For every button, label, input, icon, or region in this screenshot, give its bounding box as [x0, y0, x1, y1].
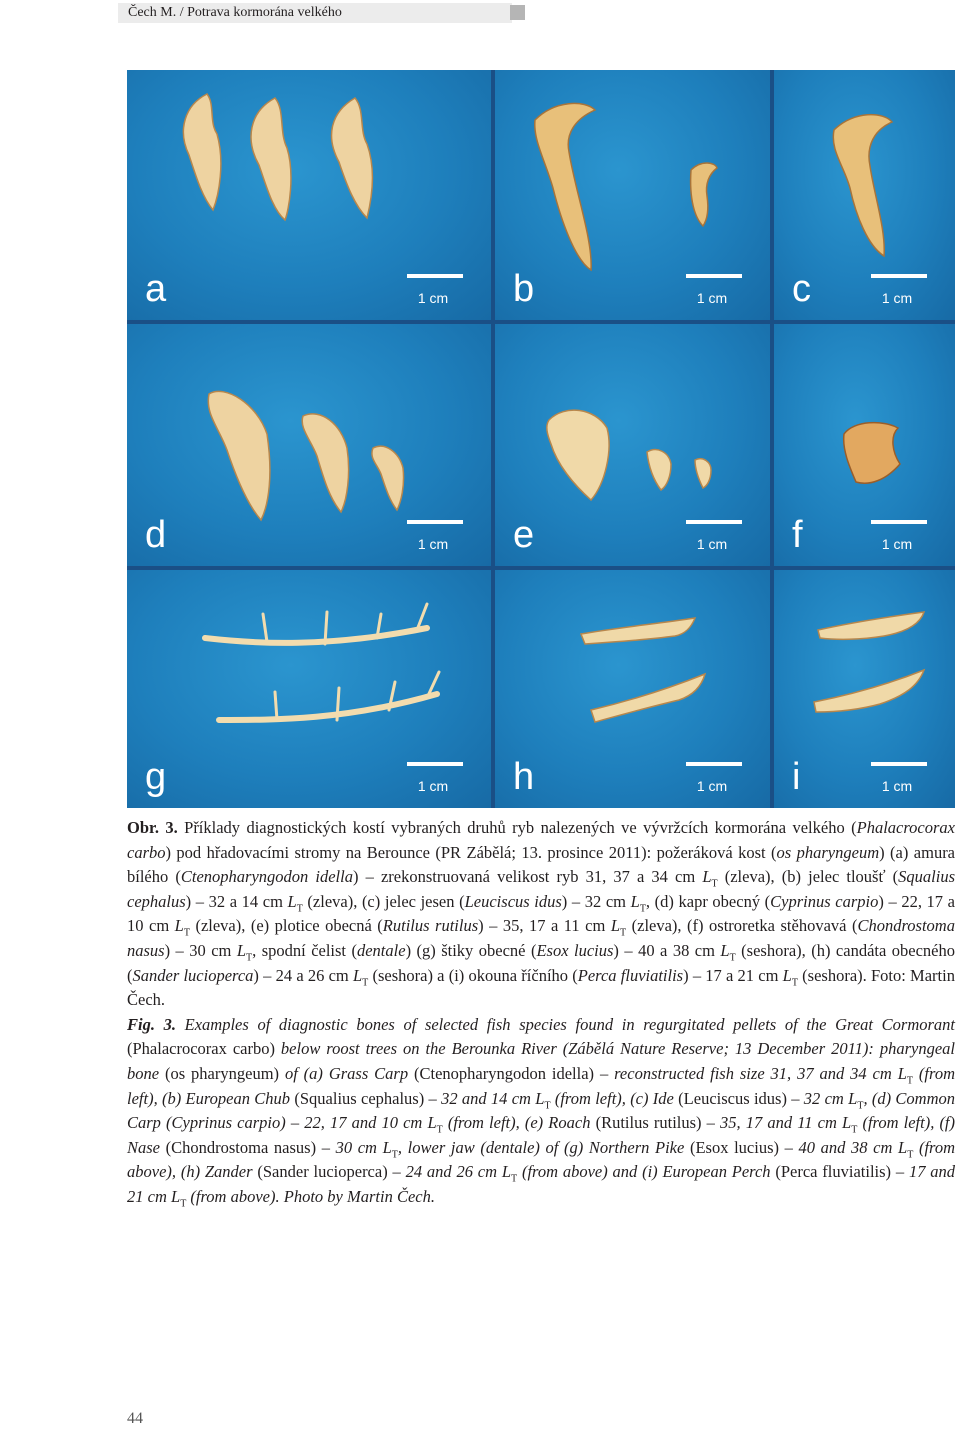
scale-bar — [871, 520, 927, 524]
scale-label: 1 cm — [417, 536, 449, 552]
caption-text: – reconstructed fish size 31, 37 and 34 cm — [594, 1063, 898, 1083]
panel-h-bones — [495, 570, 770, 808]
species-name: Phalacrocorax carbo — [127, 818, 955, 862]
species-name: (Esox lucius) — [689, 1137, 779, 1157]
length-symbol: L — [720, 940, 730, 960]
panel-f — [774, 324, 955, 566]
caption-text: , lower jaw (dentale) of (g) Northern Pike — [397, 1137, 690, 1157]
lower-jaw-g2 — [219, 694, 437, 720]
scale-bar — [407, 762, 463, 766]
length-subscript: T — [851, 1124, 858, 1136]
length-subscript: T — [436, 1124, 443, 1136]
panel-letter: b — [513, 268, 535, 310]
species-name: (Chondrostoma nasus) — [165, 1137, 317, 1157]
caption-text: ) – 30 cm — [164, 940, 237, 960]
length-subscript: T — [544, 1099, 551, 1111]
species-name: (Perca fluviatilis) — [775, 1162, 892, 1182]
panel-e-bones — [495, 324, 770, 566]
length-subscript: T — [729, 952, 736, 964]
length-subscript: T — [246, 952, 253, 964]
pharyngeal-bone-b2 — [691, 163, 717, 226]
length-subscript: T — [906, 1075, 914, 1087]
running-title: Čech M. / Potrava kormorána velkého — [128, 5, 342, 20]
page-number: 44 — [127, 1410, 143, 1427]
caption-text: ) – zrekonstruovaná velikost ryb 31, 37 a 34 cm — [352, 867, 703, 887]
pharyngeal-bone-e2 — [647, 450, 671, 490]
species-name: (Leuciscus idus) — [678, 1088, 787, 1108]
length-symbol: L — [174, 916, 184, 936]
length-symbol: L — [236, 940, 247, 960]
species-name: (Squalius cephalus) — [294, 1088, 425, 1108]
caption-label: Obr. 3. — [127, 818, 178, 837]
pharyngeal-bone-e1 — [547, 410, 609, 500]
caption-text: , (d) Common Carp (Cyprinus carpio) – 22, 17 and 10 cm — [127, 1088, 955, 1133]
caption-text: ) (a) amura bílého ( — [127, 842, 956, 887]
scale-label: 1 cm — [696, 778, 728, 794]
pharyngeal-bone-d3 — [372, 446, 404, 510]
scale-label: 1 cm — [696, 536, 728, 552]
length-subscript: T — [183, 927, 190, 939]
species-name: (Ctenopharyngodon idella) — [414, 1063, 595, 1083]
species-name: (Rutilus rutilus) — [595, 1113, 702, 1133]
scale-label: 1 cm — [881, 778, 913, 794]
pharyngeal-bone-a1 — [183, 94, 220, 210]
pharyngeal-bone-d2 — [302, 414, 348, 512]
panel-h — [495, 570, 770, 808]
length-subscript: T — [791, 976, 798, 988]
length-subscript: T — [907, 1149, 914, 1161]
caption-text: – 40 and 38 cm — [779, 1137, 899, 1157]
species-name: Chondrostoma nasus — [127, 916, 955, 960]
pharyngeal-bone-c1 — [833, 115, 892, 256]
caption-text: ) – 17 a 21 cm — [683, 965, 783, 985]
scale-bar — [407, 520, 463, 524]
caption-text: ) – 22, 17 a 10 cm — [127, 891, 955, 936]
pharyngeal-bone-e3 — [695, 459, 711, 488]
caption-text: – 32 cm — [786, 1088, 849, 1108]
caption-text: , spodní čelist ( — [252, 940, 357, 960]
caption-text: (from left), (c) Ide — [550, 1088, 679, 1108]
caption-text: Příklady diagnostických kostí vybraných druhů ryb nalezených ve vývržcích kormorána velkého ( — [177, 818, 857, 837]
length-subscript: T — [511, 1173, 518, 1185]
panel-b-bones — [495, 70, 770, 320]
length-symbol: L — [630, 891, 640, 911]
species-name: Sander lucioperca — [132, 965, 254, 985]
panel-i-bones — [774, 570, 955, 808]
panel-letter: i — [792, 756, 801, 798]
pharyngeal-bone-b1 — [535, 103, 595, 270]
length-symbol: L — [382, 1137, 392, 1157]
lower-jaw-h2 — [591, 674, 705, 722]
caption-text: (seshora) a (i) okouna říčního ( — [368, 965, 578, 985]
panel-e — [495, 324, 770, 566]
lower-jaw-i1 — [818, 612, 924, 639]
caption-text: ) – 32 cm — [561, 891, 631, 911]
pharyngeal-bone-d1 — [208, 391, 270, 520]
scale-bar — [686, 520, 742, 524]
length-symbol: L — [848, 1088, 858, 1108]
caption-text: of (a) Grass Carp — [279, 1063, 415, 1083]
panel-letter: f — [792, 514, 803, 556]
species-name: Ctenopharyngodon idella — [180, 867, 353, 887]
length-symbol: L — [287, 891, 297, 911]
scale-bar — [871, 274, 927, 278]
caption-text: (seshora). Foto: Martin Čech. — [127, 965, 955, 1010]
scale-label: 1 cm — [417, 778, 449, 794]
caption-label: Fig. 3. — [127, 1014, 176, 1034]
length-subscript: T — [362, 976, 369, 988]
caption-text: (zleva), (e) plotice obecná ( — [189, 916, 383, 936]
caption-text: (zleva), (b) jelec tloušť ( — [717, 867, 899, 887]
caption-english — [127, 1013, 955, 1210]
panel-letter: d — [145, 514, 167, 556]
panel-d-bones — [127, 324, 491, 566]
length-symbol: L — [501, 1162, 512, 1182]
length-subscript: T — [620, 927, 627, 939]
panel-letter: c — [792, 268, 811, 310]
scale-label: 1 cm — [881, 536, 913, 552]
caption-text: ) – 32 a 14 cm — [185, 891, 288, 911]
length-symbol: L — [842, 1113, 852, 1133]
running-header — [0, 0, 960, 30]
panel-letter: h — [513, 756, 535, 798]
caption-text: (from left), (b) European Chub — [127, 1063, 955, 1108]
caption-text: (zleva), (c) jelec jesen ( — [302, 891, 465, 911]
species-name: Squalius cephalus — [127, 867, 955, 911]
panel-i — [774, 570, 955, 808]
caption-text: below roost trees on the Berounka River (Zábělá Nature Reserve; 13 December 2011): pharyngeal bone — [127, 1039, 956, 1083]
header-square-marker — [510, 5, 525, 20]
figure-3-photo-grid — [127, 70, 955, 808]
caption-text: ) (g) štiky obecné ( — [405, 940, 537, 960]
length-subscript: T — [639, 903, 646, 915]
length-symbol: L — [898, 1137, 908, 1157]
caption-text: ) – 40 a 38 cm — [613, 940, 721, 960]
scale-label: 1 cm — [417, 290, 449, 306]
species-name: (os pharyngeum) — [164, 1063, 280, 1083]
species-name: dentale — [356, 940, 406, 960]
caption-czech — [127, 816, 955, 1013]
length-subscript: T — [180, 1198, 187, 1210]
caption-text: – 30 cm — [316, 1137, 383, 1157]
lower-jaw-g1 — [205, 628, 427, 643]
panel-a — [127, 70, 491, 320]
scale-bar — [686, 762, 742, 766]
caption-text: – 32 and 14 cm — [424, 1088, 536, 1108]
pharyngeal-bone-f1 — [844, 423, 900, 484]
caption-text: (seshora), (h) candáta obecného ( — [127, 940, 955, 985]
length-subscript: T — [857, 1099, 864, 1111]
caption-text: Examples of diagnostic bones of selected fish species found in regurgitated pellets of the Great Cormorant — [176, 1014, 956, 1034]
length-symbol: L — [427, 1113, 437, 1133]
species-name: os pharyngeum — [776, 842, 880, 862]
length-symbol: L — [782, 965, 792, 985]
panel-letter: g — [145, 756, 167, 798]
panel-b — [495, 70, 770, 320]
length-subscript: T — [296, 903, 303, 915]
caption-text: (from above) and (i) European Perch — [517, 1162, 776, 1182]
caption-text: ) pod hřadovacími stromy na Berounce (PR Zábělá; 13. prosince 2011): požeráková kost ( — [165, 842, 777, 862]
pharyngeal-bone-a3 — [332, 98, 373, 218]
panel-a-bones — [127, 70, 491, 320]
length-symbol: L — [535, 1088, 545, 1108]
caption-text: (zleva), (f) ostroretka stěhovavá ( — [626, 916, 858, 936]
scale-bar — [407, 274, 463, 278]
panel-d — [127, 324, 491, 566]
species-name: Esox lucius — [536, 940, 614, 960]
caption-text: (from left), (e) Roach — [442, 1113, 596, 1133]
caption-text: (from left), (f) Nase — [127, 1113, 956, 1157]
scale-bar — [686, 274, 742, 278]
caption-text: – 24 and 26 cm — [387, 1162, 502, 1182]
length-symbol: L — [352, 965, 363, 985]
length-symbol: L — [897, 1063, 907, 1083]
caption-text: ) – 35, 17 a 11 cm — [478, 916, 611, 936]
scale-bar — [871, 762, 927, 766]
pharyngeal-bone-a2 — [251, 98, 291, 220]
species-name: (Phalacrocorax carbo) — [127, 1039, 275, 1059]
length-subscript: T — [711, 878, 718, 890]
caption-text: – 17 and 21 cm — [127, 1162, 956, 1206]
species-name: (Sander lucioperca) — [257, 1162, 388, 1182]
length-symbol: L — [171, 1186, 181, 1206]
panel-g — [127, 570, 491, 808]
scale-label: 1 cm — [696, 290, 728, 306]
lower-jaw-i2 — [814, 670, 924, 712]
caption-text: – 35, 17 and 11 cm — [701, 1113, 843, 1133]
length-symbol: L — [702, 867, 712, 887]
length-subscript: T — [391, 1149, 398, 1161]
caption-text: (from above). Photo by Martin Čech. — [186, 1186, 435, 1206]
species-name: Perca fluviatilis — [577, 965, 684, 985]
lower-jaw-h1 — [581, 618, 695, 644]
caption-text: ) – 24 a 26 cm — [253, 965, 353, 985]
species-name: Cyprinus carpio — [770, 891, 879, 911]
caption-text: (from above), (h) Zander — [127, 1137, 956, 1182]
caption-text: , (d) kapr obecný ( — [645, 891, 771, 911]
panel-letter: a — [145, 268, 167, 310]
species-name: Leuciscus idus — [464, 891, 562, 911]
scale-label: 1 cm — [881, 290, 913, 306]
panel-letter: e — [513, 514, 535, 556]
length-symbol: L — [610, 916, 621, 936]
panel-c — [774, 70, 955, 320]
figure-caption — [127, 816, 955, 1210]
species-name: Rutilus rutilus — [382, 916, 479, 936]
panel-g-bones — [127, 570, 491, 808]
